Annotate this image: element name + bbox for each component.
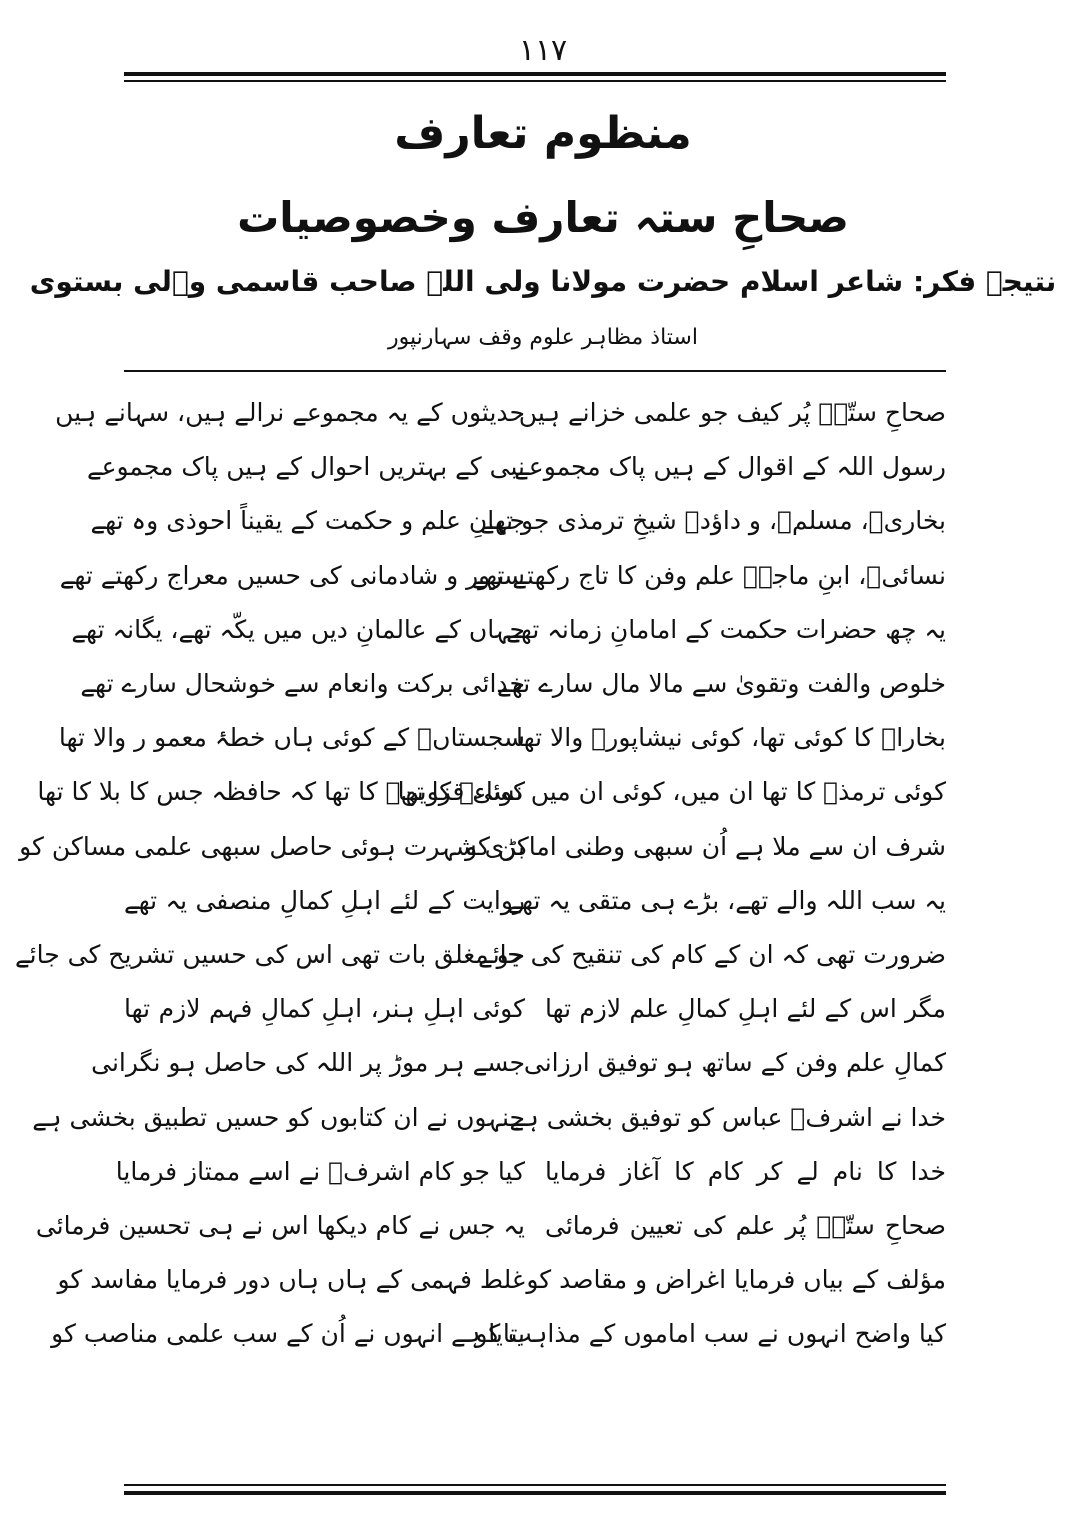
couplet-second-line: جہانِ علم و حکمت کے یقیناً احوذی وہ تھے bbox=[90, 506, 525, 536]
couplet-second-line: بتایا ہے انہوں نے اُن کے سب علمی مناصب کو bbox=[51, 1319, 525, 1349]
footer-rule-bottom bbox=[124, 1491, 946, 1495]
couplet bbox=[51, 1307, 946, 1361]
author-byline: نتیجۂ فکر: شاعر اسلام حضرت مولانا ولی اللہ صاحب قاسمی وؔلی بستوی bbox=[29, 265, 1057, 298]
couplet-second-line: روایت کے لئے اہلِ کمالِ منصفی یہ تھے bbox=[124, 885, 525, 915]
couplet-first-line: مؤلف کے بیاں فرمایا اغراض و مقاصد کو bbox=[526, 1265, 946, 1295]
couplet bbox=[57, 1253, 946, 1307]
couplet bbox=[58, 711, 946, 765]
couplet-first-line: بخاریؔ، مسلمؔ، و داؤدؔ شیخِ ترمذی جو تھے bbox=[479, 506, 946, 536]
couplet-first-line: کوئی ترمذؔ کا تھا ان میں، کوئی ان میں نساءؔ کا تھا bbox=[397, 777, 946, 807]
couplet-second-line: جو مغلق بات تھی اس کی حسیں تشریح کی جائے bbox=[15, 939, 525, 969]
couplet bbox=[124, 982, 946, 1036]
couplet-first-line: نسائیؔ، ابنِ ماجہؔ علم وفن کا تاج رکھتے تھے bbox=[471, 560, 946, 590]
couplet-second-line: نبی کے بہتریں احوال کے ہیں پاک مجموعے bbox=[86, 452, 525, 482]
title-divider bbox=[124, 370, 946, 372]
couplet-second-line: سرور و شادمانی کی حسیں معراج رکھتے تھے bbox=[59, 560, 525, 590]
couplet-second-line: بڑی شہرت ہوئی حاصل سبھی علمی مساکن کو bbox=[19, 831, 525, 861]
couplet-second-line: کوئی اہلِ ہنر، اہلِ کمالِ فہم لازم تھا bbox=[124, 994, 525, 1024]
couplet bbox=[19, 820, 946, 874]
couplet bbox=[91, 1036, 946, 1090]
couplet-first-line: مگر اس کے لئے اہلِ کمالِ علم لازم تھا bbox=[545, 994, 946, 1024]
couplet-first-line: کمالِ علم وفن کے ساتھ ہو توفیق ارزانی bbox=[523, 1048, 946, 1078]
couplet-first-line: خلوص والفت وتقویٰ سے مالا مال سارے تھے bbox=[497, 669, 946, 699]
couplet-second-line: جسے ہر موڑ پر اللہ کی حاصل ہو نگرانی bbox=[91, 1048, 525, 1078]
couplet-first-line: خدا نے اشرفؔ عباس کو توفیق بخشی ہے bbox=[509, 1102, 946, 1132]
couplet-first-line: یہ چھ حضرات حکمت کے امامانِ زمانہ تھے bbox=[506, 614, 946, 644]
page-title: منظوم تعارف bbox=[394, 108, 692, 159]
couplet-second-line: حدیثوں کے یہ مجموعے نرالے ہیں، سہانے ہیں bbox=[55, 398, 525, 428]
couplet bbox=[124, 874, 946, 928]
couplet bbox=[15, 928, 946, 982]
couplet bbox=[59, 549, 946, 603]
couplet-first-line: صحاحِ ستّہؔ پُر علم کی تعیین فرمائی bbox=[545, 1210, 946, 1240]
couplet-second-line: کیا جو کام اشرفؔ نے اسے ممتاز فرمایا bbox=[115, 1156, 525, 1186]
author-affiliation: استاذ مظاہر علوم وقف سہارنپور bbox=[388, 325, 698, 350]
couplet bbox=[35, 1199, 946, 1253]
footer-rule-top bbox=[124, 1484, 946, 1486]
couplet bbox=[90, 494, 946, 548]
couplet-first-line: کیا واضح انہوں نے سب اماموں کے مذاہب کو bbox=[475, 1319, 946, 1349]
couplet bbox=[32, 1090, 946, 1144]
couplet bbox=[55, 386, 946, 440]
header-rule-bottom bbox=[124, 80, 946, 82]
header-rule-top bbox=[124, 72, 946, 76]
couplet-second-line: یہ جس نے کام دیکھا اس نے ہی تحسین فرمائی bbox=[35, 1210, 525, 1240]
couplet-second-line: جہاں کے عالمانِ دیں میں یکّہ تھے، یگانہ تھے bbox=[71, 614, 525, 644]
couplet-second-line: جنہوں نے ان کتابوں کو حسیں تطبیق بخشی ہے bbox=[32, 1102, 525, 1132]
couplet-second-line: کوئی قزوینؔ کا تھا کہ حافظہ جس کا بلا کا تھا bbox=[37, 777, 525, 807]
couplet-first-line: صحاحِ ستّہؔ پُر کیف جو علمی خزانے ہیں bbox=[518, 398, 946, 428]
couplet bbox=[37, 765, 946, 819]
couplet bbox=[115, 1145, 946, 1199]
couplet-first-line: شرف ان سے ملا ہے اُن سبھی وطنی اماکن کو bbox=[465, 831, 946, 861]
couplet-first-line: یہ سب اللہ والے تھے، بڑے ہی متقی یہ تھے bbox=[507, 885, 946, 915]
page-number: ۱۱۷ bbox=[518, 33, 568, 68]
couplet-first-line: ضرورت تھی کہ ان کے کام کی تنقیح کی جائے bbox=[478, 939, 946, 969]
couplet-first-line: خدا کا نام لے کر کام کا آغاز فرمایا bbox=[545, 1156, 946, 1186]
couplet bbox=[80, 657, 946, 711]
couplet-second-line: غلط فہمی کے ہاں ہاں دور فرمایا مفاسد کو bbox=[57, 1265, 525, 1295]
couplet-second-line: خدائی برکت وانعام سے خوشحال سارے تھے bbox=[80, 669, 525, 699]
couplet bbox=[71, 603, 946, 657]
page-subtitle: صحاحِ ستہ تعارف وخصوصیات bbox=[237, 193, 849, 242]
couplet bbox=[86, 440, 946, 494]
couplet-first-line: بخاراؔ کا کوئی تھا، کوئی نیشاپورؔ والا تھا bbox=[515, 723, 946, 753]
poem bbox=[15, 386, 946, 1361]
couplet-first-line: رسول اللہ کے اقوال کے ہیں پاک مجموعے bbox=[514, 452, 946, 482]
couplet-second-line: سجستاںؔ کے کوئی ہاں خطۂ معمو ر والا تھا bbox=[58, 723, 525, 753]
